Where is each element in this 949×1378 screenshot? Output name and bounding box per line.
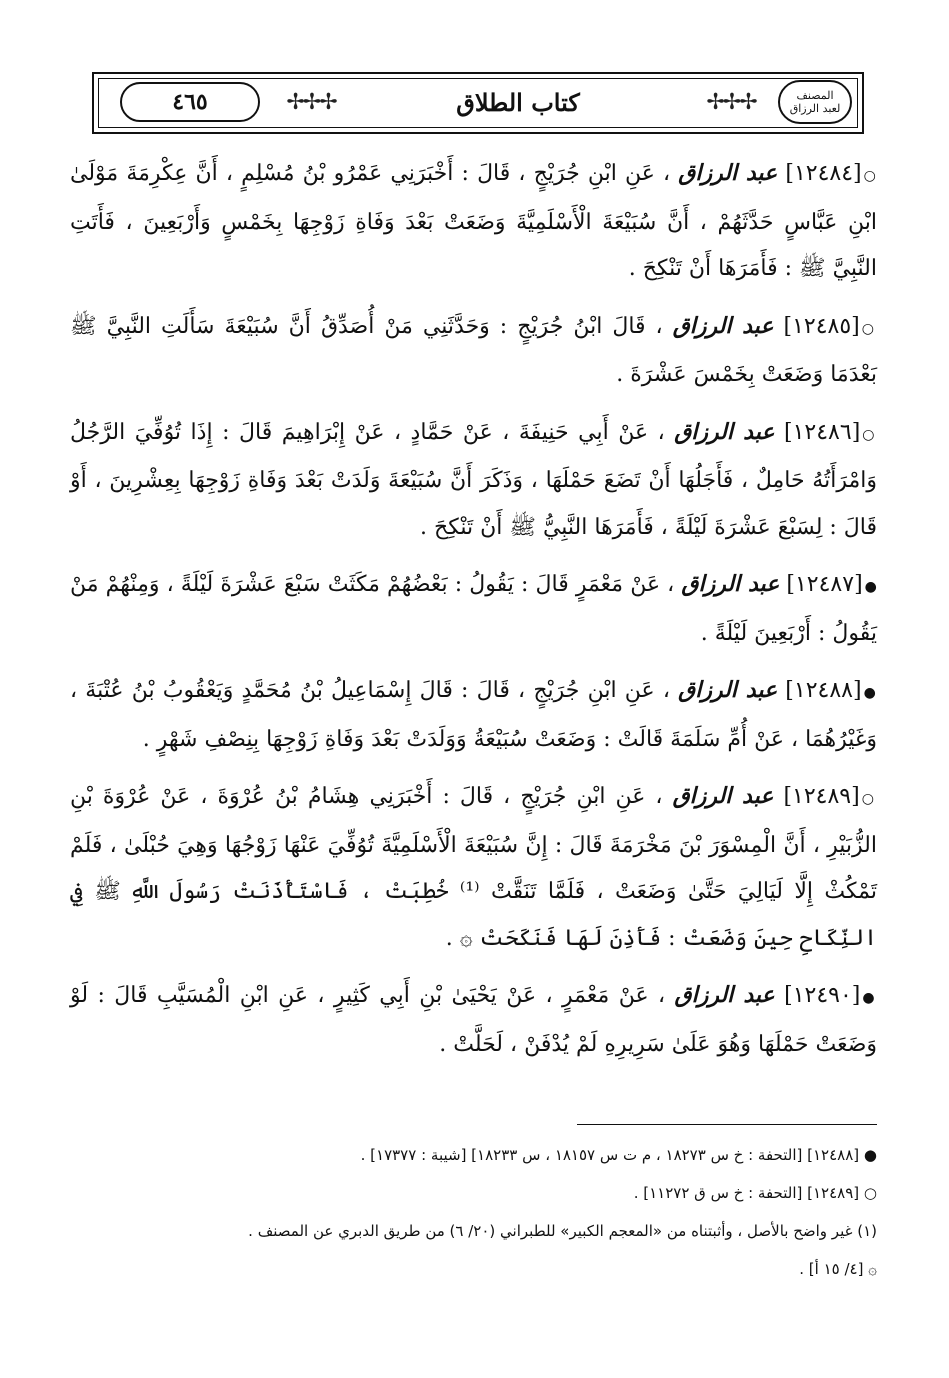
page-header xyxy=(92,72,864,134)
hadith-entry xyxy=(70,150,877,293)
narrator-name: عبد الرزاق xyxy=(672,783,774,809)
hadith-text: ، قَالَ ابْنُ جُرَيْجٍ : وَحَدَّثَنِي مَنْ أُصَدِّقُ أَنَّ سُبَيْعَةَ سَأَلَتِ النَّبِيَّ ﷺ بَعْدَمَا وَضَعَتْ بِخَمْسَ عَشْرَةَ . xyxy=(70,313,877,387)
book-seal xyxy=(778,80,852,124)
hadith-text: ، عَنْ مَعْمَرٍ ، عَنْ يَحْيَىٰ بْنِ أَبِي كَثِيرٍ ، عَنِ ابْنِ الْمُسَيَّبِ قَالَ : لَوْ وَضَعَتْ حَمْلَهَا وَهُوَ عَلَىٰ سَرِيرِهِ لَمْ يُدْفَنْ ، لَحَلَّتْ . xyxy=(70,983,877,1057)
hadith-entry xyxy=(70,972,877,1068)
hadith-number: [١٢٤٨٥] xyxy=(783,313,860,339)
entry-marker: ○ xyxy=(861,320,878,337)
footnote: ● [١٢٤٨٨] [التحفة : خ س ١٨٢٧٣ ، م ت س ١٨١٥٧ ، س ١٨٢٣٣] [شيبة : ١٧٣٧٧] . xyxy=(360,1146,877,1164)
book-seal-line1: المصنف xyxy=(796,89,834,102)
entry-marker: ● xyxy=(863,685,877,701)
hadith-entry xyxy=(70,667,877,763)
book-seal-line2: لعبد الرزاق xyxy=(789,102,841,115)
hadith-text: ، عَنِ ابْنِ جُرَيْجٍ ، قَالَ : أَخْبَرَنِي هِشَامُ بْنُ عُرْوَةَ ، عَنْ عُرْوَةَ بْنِ الزُّبَيْرِ ، أَنَّ الْمِسْوَرَ بْنَ مَخْرَمَةَ قَالَ : إِنَّ سُبَيْعَةَ الْأَسْلَمِيَّةَ تُوُفِّيَ عَنْهَا زَوْجُهَا وَهِيَ حُبْلَىٰ ، فَلَمْ تَمْكُثْ إِلَّا لَيَالِيَ حَتَّىٰ وَضَعَتْ ، فَلَمَّا تَنَقَّتْ ⁽¹⁾ خُطِبَتْ ، فَاسْتَأْذَنَتْ رَسُولَ اللَّهِ ﷺ فِي النِّكَاحِ حِينَ وَضَعَتْ : فَأَذِنَ لَهَا فَنَكَحَتْ ۞ . xyxy=(70,784,877,951)
footnote-separator xyxy=(577,1124,877,1125)
entry-marker: ○ xyxy=(862,426,878,443)
hadith-number: [١٢٤٨٨] xyxy=(785,678,862,703)
entry-marker: ○ xyxy=(863,168,877,184)
entry-marker: ● xyxy=(862,990,878,1006)
narrator-name: عبد الرزاق xyxy=(674,982,775,1008)
hadith-text: ، عَنِ ابْنِ جُرَيْجٍ ، قَالَ : قَالَ إِسْمَاعِيلُ بْنُ مُحَمَّدٍ وَيَعْقُوبُ بْنُ عُتْبَةَ ، وَغَيْرُهُمَا ، عَنْ أُمِّ سَلَمَةَ قَالَتْ : وَضَعَتْ سُبَيْعَةُ وَوَلَدَتْ بَعْدَ وَفَاةِ زَوْجِهَا بِنِصْفِ شَهْرٍ . xyxy=(70,678,877,752)
main-text xyxy=(70,150,877,1078)
hadith-number: [١٢٤٨٧] xyxy=(786,572,863,597)
narrator-name: عبد الرزاق xyxy=(678,677,778,703)
footnote: ۞ [٤/ ١٥ أ] . xyxy=(799,1260,877,1278)
hadith-number: [١٢٤٨٤] xyxy=(785,161,862,186)
narrator-name: عبد الرزاق xyxy=(672,312,774,339)
footnote: ○ [١٢٤٨٩] [التحفة : خ س ق ١١٢٧٢] . xyxy=(633,1184,877,1202)
hadith-text: ، عَنْ مَعْمَرٍ قَالَ : يَقُولُ : بَعْضُهُمْ مَكَثَتْ سَبْعَ عَشْرَةَ لَيْلَةً ، وَمِنْهُمْ مَنْ يَقُولُ : أَرْبَعِينَ لَيْلَةً . xyxy=(70,572,877,646)
hadith-text: ، عَنِ ابْنِ جُرَيْجٍ ، قَالَ : أَخْبَرَنِي عَمْرُو بْنُ مُسْلِمٍ ، أَنَّ عِكْرِمَةَ مَوْلَىٰ ابْنِ عَبَّاسٍ حَدَّثَهُمْ ، أَنَّ سُبَيْعَةَ الْأَسْلَمِيَّةَ وَضَعَتْ بَعْدَ وَفَاةِ زَوْجِهَا بِخَمْسٍ وَأَرْبَعِينَ ، فَأَتَتِ النَّبِيَّ ﷺ : فَأَمَرَهَا أَنْ تَنْكِحَ . xyxy=(70,161,877,281)
page-number: ٤٦٥ xyxy=(120,82,260,122)
narrator-name: عبد الرزاق xyxy=(681,571,780,597)
ornament-icon: ✢✢✢ xyxy=(706,89,756,115)
footnote: (١) غير واضح بالأصل ، وأثبتناه من «المعجم الكبير» للطبراني (٢٠/ ٦) من طريق الدبري عن المصنف . xyxy=(248,1222,877,1240)
footnotes xyxy=(70,1136,877,1288)
narrator-name: عبد الرزاق xyxy=(674,418,775,445)
hadith-number: [١٢٤٨٩] xyxy=(783,784,860,809)
ornament-icon: ✢✢✢ xyxy=(286,89,336,115)
hadith-number: [١٢٤٨٦] xyxy=(784,419,861,445)
hadith-entry xyxy=(70,303,877,399)
entry-marker: ● xyxy=(864,579,878,595)
hadith-entry xyxy=(70,409,877,552)
hadith-text: ، عَنْ أَبِي حَنِيفَةَ ، عَنْ حَمَّادٍ ، عَنْ إِبْرَاهِيمَ قَالَ : إِذَا تُوُفِّيَ الرَّجُلُ وَامْرَأَتُهُ حَامِلٌ ، فَأَجَلُهَا أَنْ تَضَعَ حَمْلَهَا ، وَذَكَرَ أَنَّ سُبَيْعَةَ وَلَدَتْ بَعْدَ وَفَاةِ زَوْجِهَا بِعِشْرِينَ ، أَوْ قَالَ : لِسَبْعَ عَشْرَةَ لَيْلَةً ، فَأَمَرَهَا النَّبِيُّ ﷺ أَنْ تَنْكِحَ . xyxy=(70,419,877,540)
chapter-title: كتاب الطلاق xyxy=(456,87,580,117)
hadith-number: [١٢٤٩٠] xyxy=(784,983,861,1008)
hadith-entry xyxy=(70,561,877,657)
hadith-entry xyxy=(70,773,877,962)
entry-marker: ○ xyxy=(861,791,877,807)
narrator-name: عبد الرزاق xyxy=(678,160,778,186)
